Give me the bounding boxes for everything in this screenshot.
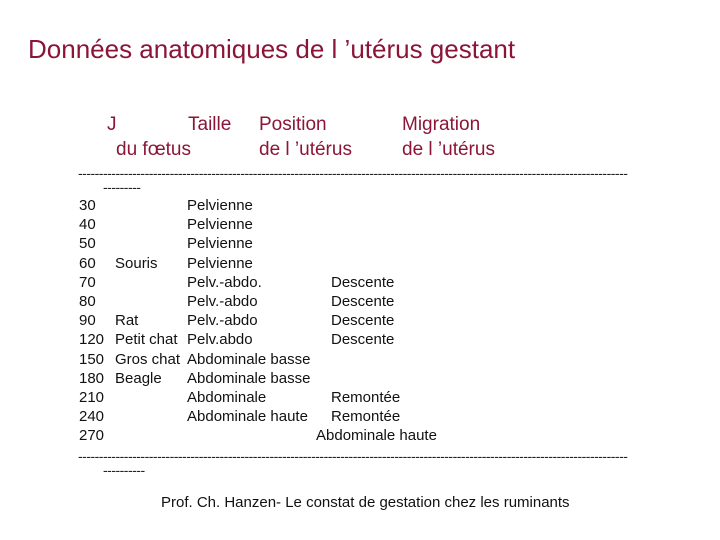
separator-bottom-continuation: ---------- <box>103 462 145 478</box>
table-row <box>0 369 720 388</box>
table-row <box>0 407 720 426</box>
cell-position: Abdominale basse <box>187 369 311 387</box>
cell-position: Pelvienne <box>187 216 253 234</box>
cell-migration: Abdominale haute <box>316 427 437 445</box>
table-row <box>0 311 720 330</box>
cell-position: Pelv.-abdo <box>187 293 258 310</box>
table-row <box>0 196 720 215</box>
table-row <box>0 330 720 349</box>
table-row <box>0 350 720 369</box>
cell-day: 90 <box>79 312 96 330</box>
header-taille-line2: du fœtus <box>116 139 191 160</box>
cell-day: 270 <box>79 427 105 445</box>
separator-top: ------------------------------------------------------------------------------------------------------------------------------------ <box>78 166 628 180</box>
cell-position: Pelv.-abdo. <box>187 273 262 291</box>
table-row <box>0 254 720 273</box>
cell-size: Gros chat <box>115 350 181 368</box>
cell-migration: Descente <box>331 331 395 349</box>
cell-position: Pelvienne <box>187 197 253 214</box>
page-title: Données anatomiques de l ’utérus gestant <box>28 34 516 64</box>
cell-migration: Descente <box>331 312 395 330</box>
cell-position: Pelv.abdo <box>187 331 253 349</box>
table-row <box>0 388 720 407</box>
cell-day: 80 <box>79 293 96 310</box>
cell-migration: Remontée <box>331 408 401 426</box>
cell-day: 210 <box>79 389 105 406</box>
header-j: J <box>107 114 117 135</box>
header-migration-line2: de l ’utérus <box>402 139 495 160</box>
header-position-line1: Position <box>259 114 327 135</box>
table-row <box>0 292 720 311</box>
cell-position: Abdominale haute <box>187 408 308 426</box>
cell-day: 70 <box>79 273 96 291</box>
cell-day: 180 <box>79 369 105 387</box>
cell-position: Abdominale basse <box>187 350 311 368</box>
cell-position: Abdominale <box>187 389 267 406</box>
table-row <box>0 426 720 445</box>
table-row <box>0 273 720 292</box>
cell-migration: Descente <box>331 273 395 291</box>
separator-top-continuation: --------- <box>103 179 141 195</box>
table-row <box>0 215 720 234</box>
cell-day: 150 <box>79 350 105 368</box>
cell-day: 120 <box>79 331 105 349</box>
cell-size: Rat <box>115 312 139 330</box>
header-position-line2: de l ’utérus <box>259 139 352 160</box>
header-migration-line1: Migration <box>402 114 481 135</box>
cell-size: Petit chat <box>115 331 178 349</box>
footer-citation: Prof. Ch. Hanzen- Le constat de gestation chez les ruminants <box>161 494 570 511</box>
cell-day: 240 <box>79 408 105 426</box>
cell-migration: Remontée <box>331 389 401 406</box>
cell-position: Pelv.-abdo <box>187 312 258 330</box>
cell-day: 40 <box>79 216 96 234</box>
cell-migration: Descente <box>331 293 395 310</box>
cell-day: 60 <box>79 254 96 272</box>
separator-bottom: ------------------------------------------------------------------------------------------------------------------------------------ <box>78 449 628 463</box>
cell-day: 50 <box>79 235 96 253</box>
cell-size: Beagle <box>115 369 162 387</box>
cell-position: Pelvienne <box>187 235 253 253</box>
header-taille-line1: Taille <box>188 114 232 135</box>
cell-position: Pelvienne <box>187 254 253 272</box>
table-row <box>0 234 720 253</box>
cell-size: Souris <box>115 254 158 272</box>
cell-day: 30 <box>79 197 96 214</box>
